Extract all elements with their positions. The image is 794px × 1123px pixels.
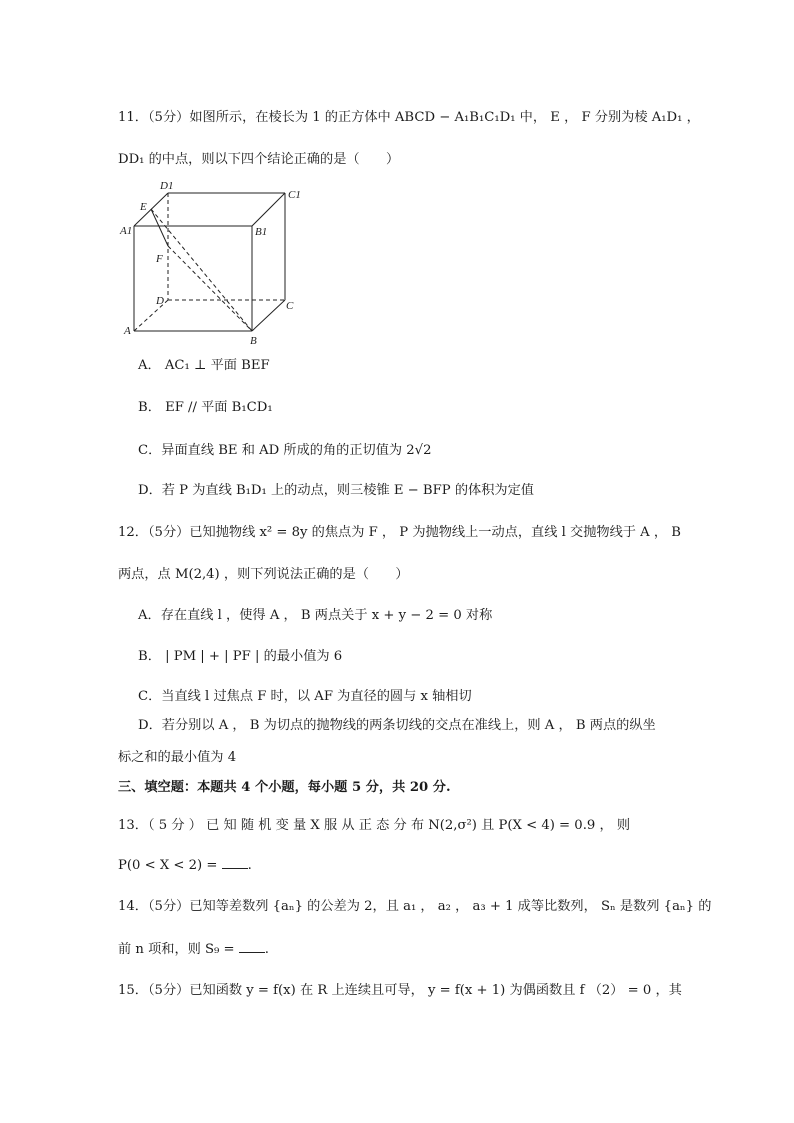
q14-line1: 14．（5分）已知等差数列 {aₙ} 的公差为 2，且 a₁ ， a₂ ， a₃ + 1 成等比数列， Sₙ 是数列 {aₙ} 的 bbox=[118, 899, 712, 914]
q13-answer-blank[interactable] bbox=[222, 856, 248, 869]
label-F: F bbox=[156, 253, 163, 265]
q13-expression: P(0 < X < 2) = bbox=[118, 858, 222, 873]
q11-option-c: C．异面直线 BE 和 AD 所成的角的正切值为 2√2 bbox=[138, 443, 432, 458]
label-A: A bbox=[124, 325, 131, 337]
q11-option-d: D．若 P 为直线 B₁D₁ 上的动点，则三棱锥 E − BFP 的体积为定值 bbox=[138, 483, 534, 498]
q12-option-d-line1: D．若分别以 A ， B 为切点的抛物线的两条切线的交点在准线上，则 A ， B 两点的纵坐 bbox=[138, 718, 656, 733]
q11-line1: 11．（5分）如图所示，在棱长为 1 的正方体中 ABCD − A₁B₁C₁D₁ 中， E ， F 分别为棱 A₁D₁ ， bbox=[118, 110, 700, 125]
label-A1: A1 bbox=[120, 225, 133, 237]
q12-option-d-line2: 标之和的最小值为 4 bbox=[118, 750, 237, 765]
q12-line1: 12．（5分）已知抛物线 x² = 8y 的焦点为 F ， P 为抛物线上一动点，直线 l 交抛物线于 A ， B bbox=[118, 525, 681, 540]
label-E: E bbox=[140, 201, 147, 213]
q15-line1: 15．（5分）已知函数 y = f(x) 在 R 上连续且可导， y = f(x + 1) 为偶函数且 f （2） = 0 ，其 bbox=[118, 983, 682, 998]
label-D1: D1 bbox=[160, 180, 174, 192]
section3-heading: 三、填空题：本题共 4 个小题，每小题 5 分，共 20 分. bbox=[118, 780, 451, 795]
q13-line2 bbox=[118, 856, 252, 875]
q11-option-a: A． AC₁ ⊥ 平面 BEF bbox=[138, 358, 270, 373]
label-B: B bbox=[250, 335, 257, 347]
q12-option-b: B． | PM | + | PF | 的最小值为 6 bbox=[138, 649, 343, 664]
q14-period: . bbox=[264, 942, 269, 957]
q13-period: . bbox=[247, 858, 252, 873]
q11-option-b: B． EF // 平面 B₁CD₁ bbox=[138, 400, 273, 415]
cube-figure bbox=[110, 176, 310, 348]
label-C1: C1 bbox=[288, 189, 301, 201]
q14-answer-blank[interactable] bbox=[239, 940, 265, 953]
label-C: C bbox=[286, 300, 294, 312]
label-D: D bbox=[156, 295, 164, 307]
q13-line1: 13．（ 5 分 ） 已 知 随 机 变 量 X 服 从 正 态 分 布 N(2,σ²) 且 P(X < 4) = 0.9 ， 则 bbox=[118, 818, 631, 833]
q14-line2 bbox=[118, 940, 269, 959]
q12-line2: 两点，点 M(2,4) ，则下列说法正确的是（ ） bbox=[118, 567, 409, 582]
q12-option-c: C．当直线 l 过焦点 F 时，以 AF 为直径的圆与 x 轴相切 bbox=[138, 689, 472, 704]
label-B1: B1 bbox=[255, 226, 268, 238]
q14-expression: 前 n 项和，则 S₉ = bbox=[118, 942, 239, 957]
q11-line2: DD₁ 的中点，则以下四个结论正确的是（ ） bbox=[118, 152, 400, 167]
q12-option-a: A．存在直线 l ，使得 A ， B 两点关于 x + y − 2 = 0 对称 bbox=[138, 608, 493, 623]
